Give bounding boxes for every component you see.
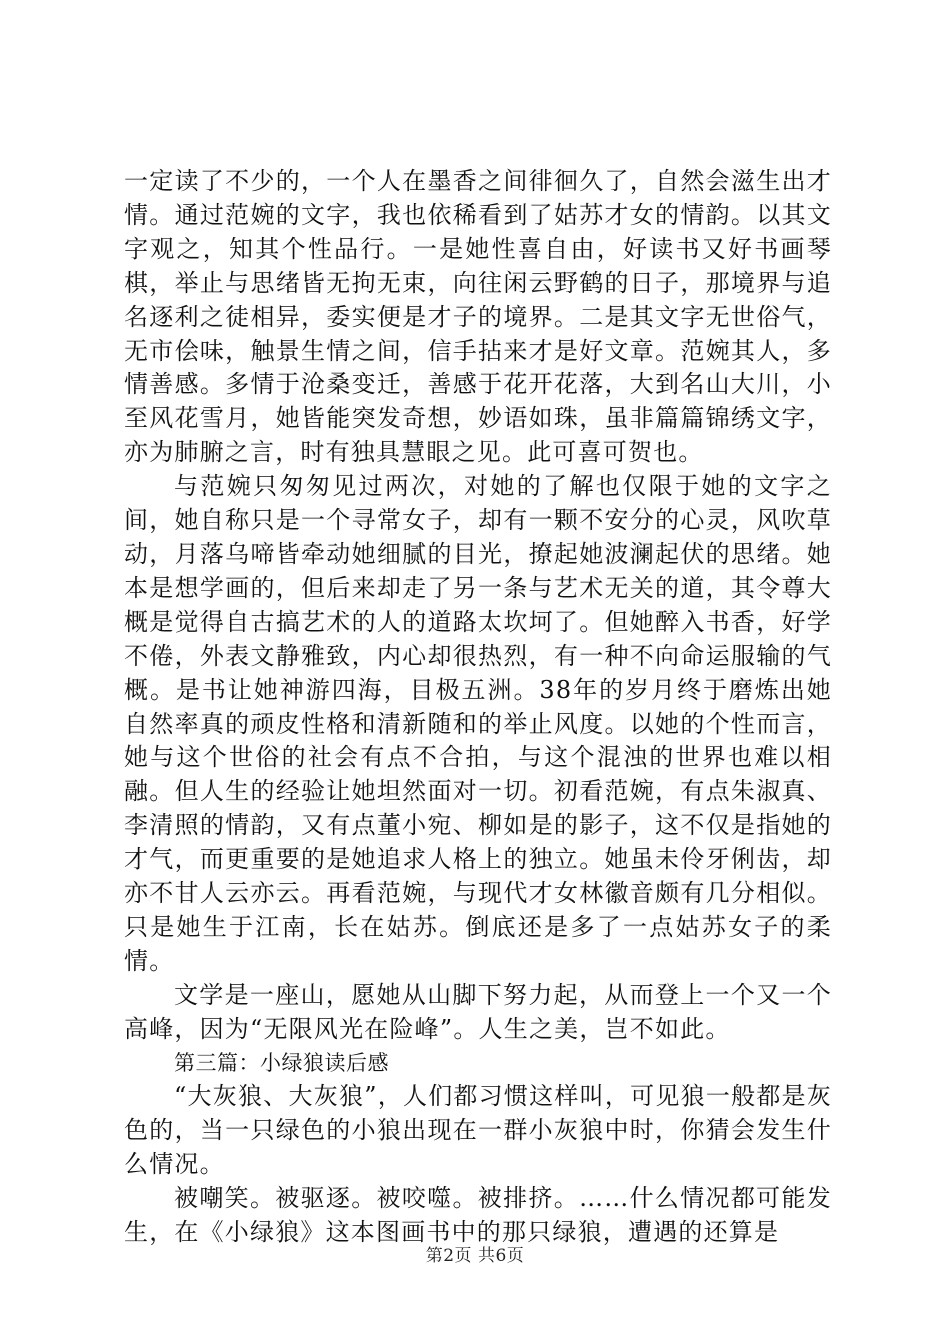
section-heading: 第三篇：小绿狼读后感	[174, 1050, 389, 1075]
paragraph-fanwan-impression: 与范婉只匆匆见过两次，对她的了解也仅限于她的文字之间，她自称只是一个寻常女子，却有一颗不安分的心灵，风吹草动，月落乌啼皆牵动她细腻的目光，撩起她波澜起伏的思绪。她本是想学画的，但后来却走了另一条与艺术无关的道，其令尊大概是觉得自古搞艺术的人的道路太坎坷了。但她醉入书香，好学不倦，外表文静雅致，内心却很热烈，有一种不向命运服输的气概。是书让她神游四海，目极五洲。38年的岁月终于磨炼出她自然率真的顽皮性格和清新随和的举止风度。以她的个性而言，她与这个世俗的社会有点不合拍，与这个混浊的世界也难以相融。但人生的经验让她坦然面对一切。初看范婉，有点朱淑真、李清照的情韵，又有点董小宛、柳如是的影子，这不仅是指她的才气，而更重要的是她追求人格上的独立。她虽未伶牙俐齿，却亦不甘人云亦云。再看范婉，与现代才女林徽音颇有几分相似。只是她生于江南，长在姑苏。倒底还是多了一点姑苏女子的柔情。	[124, 472, 832, 975]
paragraph-continued: 一定读了不少的，一个人在墨香之间徘徊久了，自然会滋生出才情。通过范婉的文字，我也依稀看到了姑苏才女的情韵。以其文字观之，知其个性品行。一是她性喜自由，好读书又好书画琴棋，举止与思绪皆无拘无束，向往闲云野鹤的日子，那境界与追名逐利之徒相异，委实便是才子的境界。二是其文字无世俗气，无市侩味，触景生情之间，信手拈来才是好文章。范婉其人，多情善感。多情于沧桑变迁，善感于花开花落，大到名山大川，小至风花雪月，她皆能突发奇想，妙语如珠，虽非篇篇锦绣文字，亦为肺腑之言，时有独具慧眼之见。此可喜可贺也。	[124, 167, 832, 467]
document-body	[124, 165, 832, 1250]
paragraph-green-wolf: 被嘲笑。被驱逐。被咬噬。被排挤。……什么情况都可能发生，在《小绿狼》这本图画书中的那只绿狼，遭遇的还算是	[124, 1184, 832, 1247]
paragraph-literature-mountain: 文学是一座山，愿她从山脚下努力起，从而登上一个又一个高峰，因为“无限风光在险峰”。人生之美，岂不如此。	[124, 980, 832, 1043]
paragraph-grey-wolf: “大灰狼、大灰狼”，人们都习惯这样叫，可见狼一般都是灰色的，当一只绿色的小狼出现在一群小灰狼中时，你猜会发生什么情况。	[124, 1082, 832, 1179]
page-number-footer: 第2页 共6页	[425, 1246, 525, 1266]
